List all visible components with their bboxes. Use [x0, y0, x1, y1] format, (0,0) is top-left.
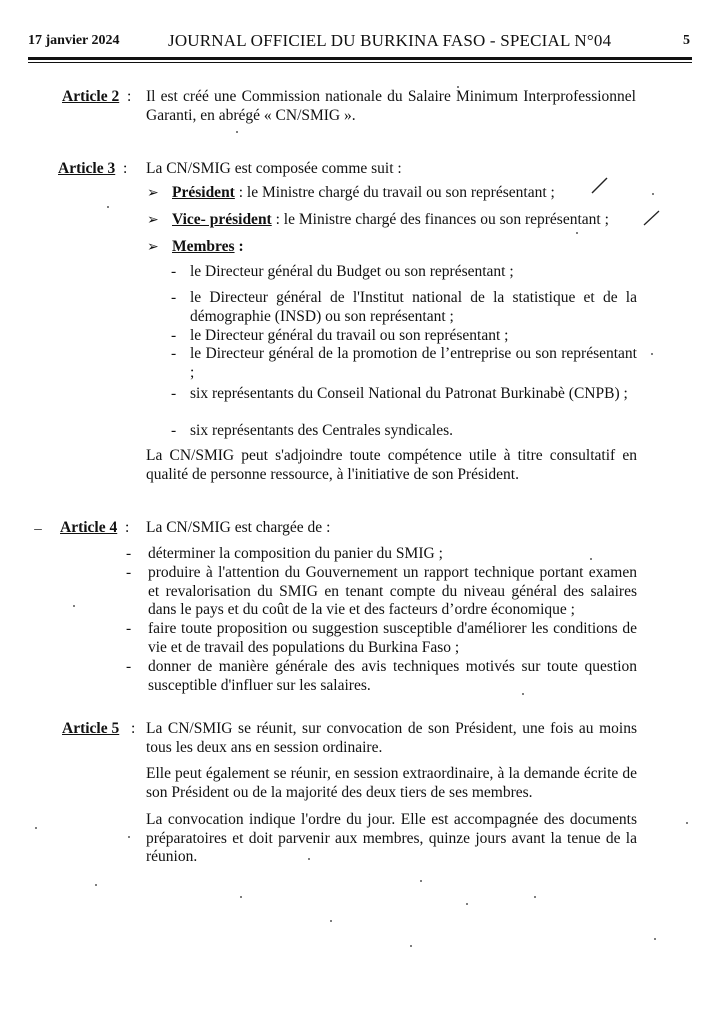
member-item: le Directeur général de la promotion de l’entreprise ou son représentant ;: [190, 345, 637, 381]
scan-speck: [654, 938, 656, 940]
scan-speck: [686, 822, 688, 824]
vice-president-line: [172, 211, 609, 230]
article-5-label: Article 5: [62, 720, 120, 737]
article-5-paragraph: La convocation indique l'ordre du jour. Elle est accompagnée des documents préparatoires et doit parvenir aux membres, quinze jours avant la tenue de la réunion.: [146, 811, 637, 865]
duty-item: déterminer la composition du panier du SMIG ;: [148, 545, 443, 562]
scan-speck: [576, 232, 578, 234]
scan-speck: [73, 605, 75, 607]
list-dash: -: [126, 658, 132, 675]
scan-speck: [410, 945, 412, 947]
article-5-colon: :: [131, 720, 136, 737]
scan-speck: [330, 920, 332, 922]
article-4-colon: :: [125, 519, 130, 536]
members-heading: [172, 238, 244, 257]
list-dash: -: [171, 345, 177, 362]
scan-speck: [35, 827, 37, 829]
header-date: 17 janvier 2024: [28, 33, 120, 48]
arrow-bullet-icon: ➢: [147, 212, 159, 228]
arrow-bullet-icon: ➢: [147, 239, 159, 255]
scan-speck: [522, 693, 524, 695]
members-role: Membres: [172, 238, 235, 255]
article-5-paragraph: La CN/SMIG se réunit, sur convocation de son Président, une fois au moins tous les deux ans en session ordinaire.: [146, 720, 637, 756]
article-5-paragraph: Elle peut également se réunir, en session extraordinaire, à la demande écrite de son Président ou de la majorité des deux tiers de ses membres.: [146, 765, 637, 801]
members-colon: :: [234, 238, 244, 255]
handwritten-tick-mark: [642, 208, 662, 228]
duty-item: produire à l'attention du Gouvernement un rapport technique portant examen et revalorisation du SMIG en tenant compte du niveau général des salaires dans le pays et du coût de la vie et des facteurs d’ordre économique ;: [148, 564, 637, 618]
list-dash: -: [126, 545, 132, 562]
member-item: le Directeur général de l'Institut national de la statistique et de la démographie (INSD) ou son représentant ;: [190, 289, 637, 325]
article-3-label: Article 3: [58, 160, 116, 177]
scan-speck: [240, 896, 242, 898]
arrow-bullet-icon: ➢: [147, 185, 159, 201]
member-item: six représentants du Conseil National du Patronat Burkinabè (CNPB) ;: [190, 385, 628, 402]
article-3-closing: La CN/SMIG peut s'adjoindre toute compétence utile à titre consultatif en qualité de personne ressource, à l'initiative de son Président.: [146, 447, 637, 483]
article-2-label: Article 2: [62, 88, 120, 105]
scan-speck: [457, 86, 459, 88]
list-dash: -: [171, 289, 177, 306]
article-3-intro: La CN/SMIG est composée comme suit :: [146, 160, 402, 177]
list-dash: -: [171, 327, 177, 344]
duty-item: faire toute proposition ou suggestion susceptible d'améliorer les conditions de vie et de travail des populations du Burkina Faso ;: [148, 620, 637, 656]
member-item: le Directeur général du travail ou son représentant ;: [190, 327, 509, 344]
scan-speck: [308, 858, 310, 860]
scan-speck: [466, 903, 468, 905]
member-item: le Directeur général du Budget ou son représentant ;: [190, 263, 514, 280]
header-journal-title: JOURNAL OFFICIEL DU BURKINA FASO - SPECIAL N°04: [168, 31, 612, 50]
president-line: [172, 184, 555, 203]
president-role: Président: [172, 184, 235, 201]
duty-item: donner de manière générale des avis techniques motivés sur toute question susceptible d'influer sur les salaires.: [148, 658, 637, 694]
scan-speck: [107, 206, 109, 208]
scan-speck: [590, 558, 592, 560]
scan-speck: [128, 836, 130, 838]
list-dash: -: [171, 422, 177, 439]
vice-president-text: : le Ministre chargé des finances ou son représentant ;: [271, 211, 609, 228]
article-3-colon: :: [123, 160, 128, 177]
header-page-number: 5: [683, 33, 690, 48]
article-4-label: Article 4: [60, 519, 118, 536]
scan-speck: [236, 131, 238, 133]
scan-speck: [652, 193, 654, 195]
list-dash: -: [126, 564, 132, 581]
article-2-text: Il est créé une Commission nationale du Salaire Minimum Interprofessionnel Garanti, en abrégé « CN/SMIG ».: [146, 88, 636, 124]
list-dash: -: [171, 263, 177, 280]
scan-speck: [651, 353, 653, 355]
handwritten-tick-mark: [590, 176, 610, 196]
article-4-intro: La CN/SMIG est chargée de :: [146, 519, 331, 536]
header-rule-thick: [28, 57, 692, 60]
member-item: six représentants des Centrales syndicales.: [190, 422, 453, 439]
scan-speck: [34, 529, 42, 530]
president-text: : le Ministre chargé du travail ou son représentant ;: [234, 184, 555, 201]
scan-speck: [534, 896, 536, 898]
article-2-colon: :: [127, 88, 132, 105]
list-dash: -: [171, 385, 177, 402]
vice-president-role: Vice- président: [172, 211, 272, 228]
scan-speck: [420, 880, 422, 882]
scan-speck: [95, 884, 97, 886]
header-rule-thin: [28, 62, 692, 63]
list-dash: -: [126, 620, 132, 637]
